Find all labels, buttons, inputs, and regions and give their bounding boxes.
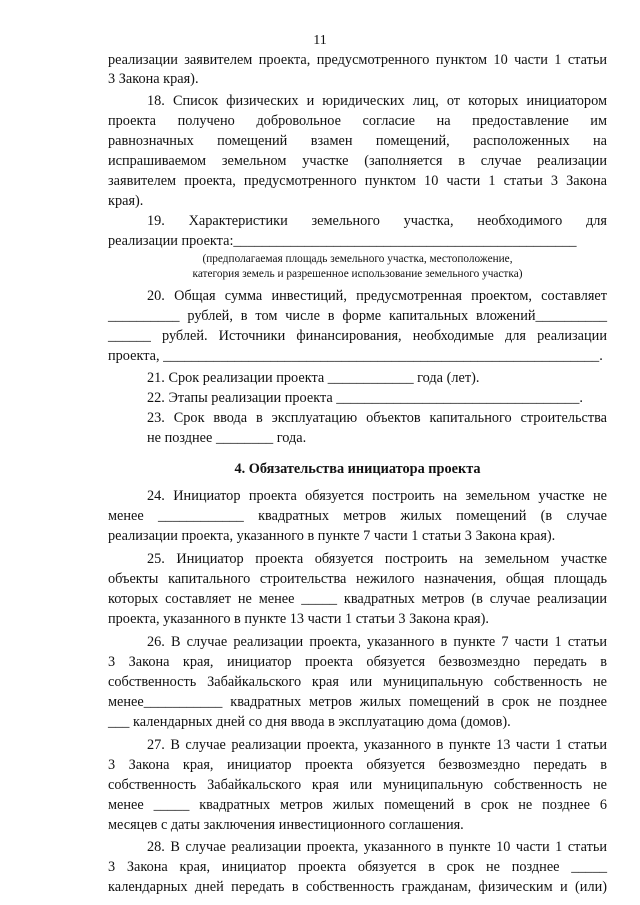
text-line: 25. Инициатор проекта обязуется построить на земельном участке [147,551,607,567]
text-line: 28. В случае реализации проекта, указанного в пункте 10 части 1 статьи [147,839,607,855]
text-line: календарных дней передать в собственность гражданам, физическим и (или) [108,879,607,895]
text-line: месяцев с даты заключения инвестиционного соглашения. [108,817,464,833]
section-heading: 4. Обязательства инициатора проекта [234,461,481,477]
text-line: реализации проекта:________________________________________________ [108,233,577,249]
text-line: 20. Общая сумма инвестиций, предусмотренная проектом, составляет [147,288,607,304]
text-line: собственность Забайкальского края или муниципальную собственность не [108,777,607,793]
text-line: 19. Характеристики земельного участка, необходимого для [147,213,607,229]
text-line: менее _____ квадратных метров жилых помещений в срок не позднее 6 [108,797,607,813]
text-line: реализации проекта, указанного в пункте 7 части 1 статьи 3 Закона края). [108,528,556,544]
field-caption: (предполагаемая площадь земельного участка, местоположение, [202,253,513,265]
text-line: объекты капитального строительства нежилого назначения, общая площадь [108,571,607,587]
text-line: 3 Закона края, инициатор проекта обязуется безвозмездно передать в [108,654,607,670]
text-line: 24. Инициатор проекта обязуется построить на земельном участке не [147,488,607,504]
text-line: 21. Срок реализации проекта ____________ года (лет). [147,370,480,386]
text-line: собственность Забайкальского края или муниципальную собственность не [108,674,607,690]
text-line: 23. Срок ввода в эксплуатацию объектов капитального строительства [147,410,607,426]
text-line: проекта, указанного в пункте 13 части 1 статьи 3 Закона края). [108,611,489,627]
text-line: ___ календарных дней со дня ввода в эксплуатацию дома (домов). [108,714,511,730]
text-line: 22. Этапы реализации проекта __________________________________. [147,390,583,406]
text-line: __________ рублей, в том числе в форме капитальных вложений__________ [108,308,607,324]
text-line: 3 Закона края, инициатор проекта обязуется безвозмездно передать в [108,757,607,773]
text-line: равнозначных помещений взамен помещений, расположенных на [108,133,607,149]
text-line: которых составляет не менее _____ квадратных метров (в случае реализации [108,591,607,607]
text-line: заявителем проекта, предусмотренного пунктом 10 части 1 статьи 3 Закона [108,173,607,189]
text-line: ______ рублей. Источники финансирования, необходимые для реализации [108,328,607,344]
text-line: испрашиваемом земельном участке (заполняется в случае реализации [108,153,607,169]
page-number: 11 [313,33,327,48]
field-caption: категория земель и разрешенное использование земельного участка) [192,268,523,280]
text-line: 3 Закона края). [108,71,199,87]
text-line: менее___________ квадратных метров жилых помещений в срок не позднее [108,694,607,710]
text-line: реализации заявителем проекта, предусмотренного пунктом 10 части 1 статьи [108,52,607,68]
text-line: проекта, _____________________________________________________________. [108,348,603,364]
text-line: 27. В случае реализации проекта, указанного в пункте 13 части 1 статьи [147,737,607,753]
text-line: края). [108,193,144,209]
text-line: проекта получено добровольное согласие на предоставление им [108,113,607,129]
text-line: 3 Закона края, инициатор проекта обязуется в срок не позднее _____ [108,859,607,875]
text-line: менее ____________ квадратных метров жилых помещений (в случае [108,508,607,524]
text-line: 26. В случае реализации проекта, указанного в пункте 7 части 1 статьи [147,634,607,650]
text-line: 18. Список физических и юридических лиц, от которых инициатором [147,93,607,109]
text-line: не позднее ________ года. [147,430,307,446]
